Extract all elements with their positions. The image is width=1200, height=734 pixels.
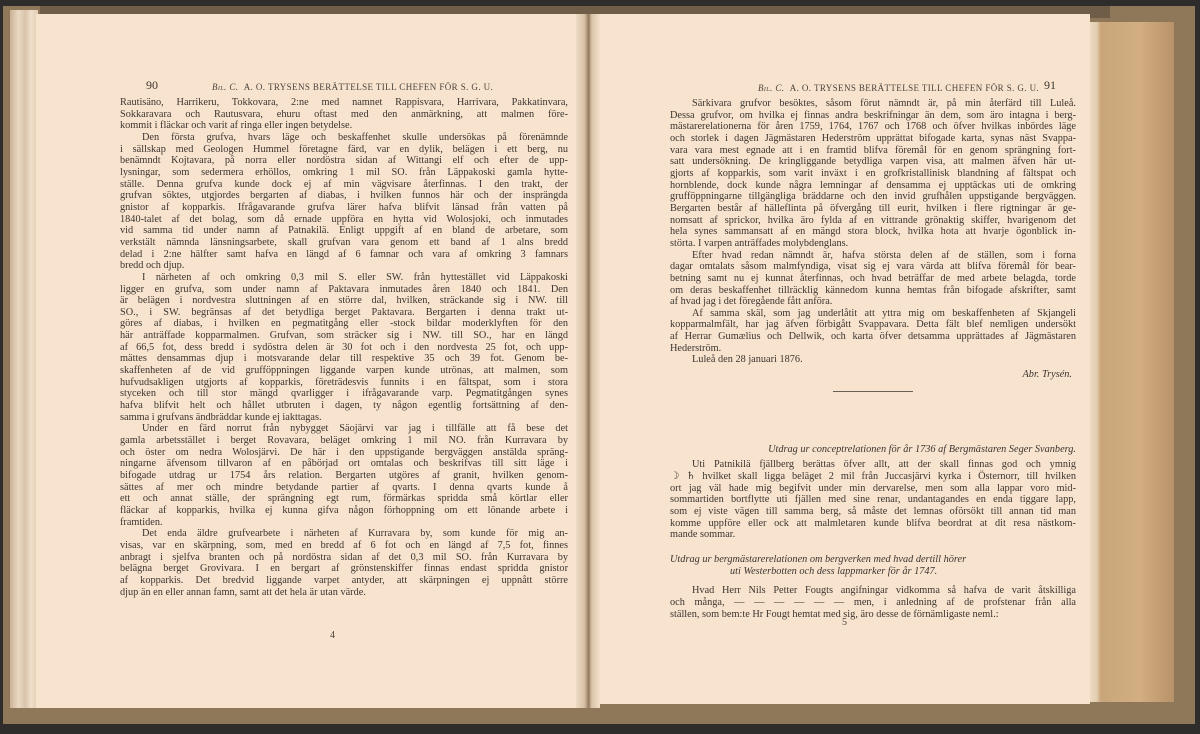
text-line: Den första grufva, hvars läge och beskaffenhet skulle undersökas på förenämnde: [142, 131, 568, 143]
running-head: [758, 83, 1039, 93]
text-line: Uti Patnikilä fjällberg berättas öfver allt, att der skall finnas god och ymnig: [692, 459, 1076, 471]
text-line: fläckar af kopparkis, hvilka ej kunna gifva någon förhoppning om ett lönande arbete i: [120, 504, 568, 516]
text-line: skaffenheten af de vid grufföppningen liggande varpen kunde utrönas, att malmen, som: [120, 365, 568, 377]
signature: Abr. Trysén.: [1022, 369, 1072, 381]
text-line: ställe. Denna grufva kunde dock ej af min vägvisare återfinnas. I den trakt, der: [120, 178, 568, 190]
report-conclusion: [670, 98, 1076, 366]
text-line: I närheten af och omkring 0,3 mil S. eller SW. från hyttestället vid Läppakoski: [142, 271, 568, 283]
text-line: ligger en grufva, som under namn af Paktavara inmutades åren 1840 och 1841. Den: [120, 283, 568, 295]
text-line: betning samt nu ej kunnat återfinnas, och hvad beträffar de med arbete belagda, torde: [670, 272, 1076, 284]
text-line: och många, — — — — — — men, i anledning af de profstenar från alla: [670, 596, 1076, 608]
folio-number: 5: [842, 617, 847, 628]
text-line: är belägen i nordvestra sluttningen af en större dal, hvilken, sträckande sig i NW. till: [120, 295, 568, 307]
page-number: 90: [146, 78, 158, 92]
text-line: grufvan söktes, utgjordes bergarten af diabas, i hvilken funnos här och der insprängda: [120, 190, 568, 202]
text-line: gnistor af kopparkis. Ifrågavarande grufva lärer hafva blifvit länsad från vatten på: [120, 201, 568, 213]
text-line: hornblende, dock kunde några lemningar af densamma ej upptäckas uti de omkring: [670, 179, 1076, 191]
page-edges-right: [1088, 22, 1174, 702]
text-line: djup än en eller annan famn, samt att det hela är utan värde.: [120, 586, 366, 598]
text-line: SO., i SW. begränsas af det betydliga berget Paktavara. Bergarten i denna trakt ut-: [120, 306, 568, 318]
text-line: nomsatt af sprickor, hvilka äro fylda af en vittrande grönaktig skiffer, hvarigenom det: [670, 214, 1076, 226]
text-line: ort jag väl hade mig begifvit under min dervarelse, men som alla lappar voro mid-: [670, 482, 1076, 494]
text-line: Efter hvad redan nämndt är, hafva största delen af de ställen, som i forna: [692, 249, 1076, 261]
excerpt-heading-1747: [670, 554, 1076, 577]
text-line: Det enda äldre grufvearbete i närheten af Kurravara by, som kunde för mig an-: [142, 528, 568, 540]
left-page: [36, 14, 576, 708]
text-line: gjorts af kopparkis, som varit inväxt i en grofkristallinisk blandning af fältspat och: [670, 167, 1076, 179]
running-head: [212, 82, 493, 92]
text-line: ett och annat ställe, der sprängning egt rum, förmärkas spridda små körtlar eller: [120, 493, 568, 505]
text-line: framtiden.: [120, 516, 163, 528]
text-line: af kopparkis. Det bredvid liggande varpet antyder, att skärpningen ej uppnått större: [120, 574, 568, 586]
text-line: hufvudsakligen utgjorts af kopparkis, företrädesvis funnits i en fältspat, som i stora: [120, 376, 568, 388]
text-line: mästarerelationerna för åren 1759, 1764, 1767 och 1768 och öfver hvilkas inbördes läge: [670, 121, 1076, 133]
right-body-text: [670, 98, 1076, 620]
section-separator: [833, 391, 913, 392]
page-number: 91: [1044, 78, 1056, 92]
text-line: styceken och till stor mängd qvarligger i ifrågavarande varp. Pegmatitgången synes: [120, 388, 568, 400]
text-line: bifogade utdrag ur 1754 års relation. Bergarten utgöres af granit, hvilken genom-: [120, 470, 568, 481]
text-line: af 66,5 fot, dess bredd i sydöstra delen är 30 fot och i den nordvesta 25 fot, och upp-: [120, 341, 568, 353]
text-line: Luleå den 28 januari 1876.: [692, 354, 803, 366]
text-line: vara vara mest egnade att i en framtid blifva föremål för en genom sprängning fort-: [670, 144, 1076, 156]
text-line: visas, var en skärpning, som, med en bredd af 6 fot och en längd af 7,5 fot, finnes: [120, 539, 568, 551]
text-line: Af samma skäl, som jag underlåtit att yttra mig om beskaffenheten af Skjangeli: [692, 307, 1076, 319]
text-line: Särkivara grufvor besöktes, såsom förut nämndt är, på min återfärd till Luleå.: [692, 98, 1076, 109]
text-line: 1840-talet af det bolag, som då ernade uppföra en hytta vid Wolosjoki, och inmutades: [120, 213, 568, 225]
page-edges-left: [10, 10, 38, 708]
running-head-prefix: Bil. C.: [212, 82, 239, 92]
text-line: och öster om nedra Wolosjärvi. De här i den uppstigande bergväggen anstälda spräng-: [120, 446, 568, 458]
text-line: gamla arbetsstället i berget Rovavara, beläget omkring 1 mil NO. från Kurravara by: [120, 435, 568, 447]
text-line: Hvad Herr Nils Petter Fougts angifningar vidkomma så hafva de varit åtskilliga: [692, 585, 1076, 597]
text-line: belägna berget Grovivara. I en bergart af grönstenskiffer finnas endast spridda gnistor: [120, 563, 568, 575]
text-line: sommartiden bortflytte uti fjällen med sine renar, undantagandes en enda tiggare lapp,: [670, 494, 1076, 506]
text-line: satt undersökning. De kringliggande betydliga varpen visa, att malmen äfven här ut-: [670, 156, 1076, 168]
text-line: störta. I varpen anträffades molybdenglans.: [670, 237, 849, 249]
text-line: kommit i fläckar och varit af ringa eller ingen betydelse.: [120, 120, 353, 132]
text-line: ☽ ♄ hvilket skall ligga beläget 2 mil från Juccasjärvi kyrka i Östernorr, till hvilken: [670, 471, 1076, 483]
excerpt-1747-text: [670, 585, 1076, 620]
text-line: anbragt i sjelfva branten och på nordöstra sidan af det 0,3 mil SO. från Kurravara by: [120, 551, 568, 563]
text-line: delad i 2:ne hälfter samt hafva en längd af 6 famnar och vara af omkring 3 famnars: [120, 248, 568, 260]
book-gutter: [576, 14, 600, 708]
text-line: dagar omtalats såsom malmfyndiga, visat sig ej vara värda att blifva föremål för bear-: [670, 261, 1076, 273]
text-line: kopparmalmfält, har jag äfven förbigått Svappavara. Detta fält blef nemligen undersökt: [670, 319, 1076, 331]
text-line: mande sommar.: [670, 529, 736, 541]
text-line: lysningar, som sedermera erhöllos, omkring 1 mil SO. från Läppakoski gamla hytte-: [120, 166, 568, 178]
running-head-title: A. O. TRYSENS BERÄTTELSE TILL CHEFEN FÖR S. G. U.: [243, 82, 494, 92]
folio-number: 4: [330, 630, 335, 641]
text-line: af Herrar Gumælius och Dellwik, och karta öfver detsamma upprättades af Jägmästaren: [670, 331, 1076, 343]
running-head-prefix: Bil. C.: [758, 83, 785, 93]
text-line: grufföppningarne tillgängliga bräddarne och den invid grufhålen uppstigande bergväggen.: [670, 191, 1076, 203]
text-line: sättes af mer och mindre betydande partier af qvarts. I denna qvarts kunde å: [120, 481, 568, 493]
text-line: Bergarten består af hälleflinta på öfvergång till eurit, hvilken i flere rigtningar är ge-: [670, 202, 1076, 214]
excerpt-1736-text: [670, 459, 1076, 541]
excerpt-heading-1747-line1: Utdrag ur bergmästarerelationen om bergverken med hvad dertill hörer: [670, 554, 967, 565]
text-line: Hederström.: [670, 342, 722, 354]
text-line: som ej viste vägen till samma berg, så måste det lemnas oförsökt till annan tid man: [670, 506, 1076, 518]
text-line: ningarne äfvensom tillvaron af en påbörjad ort omtalas och beskrifvas till sitt läge i: [120, 458, 568, 470]
text-line: och storlek i dagen Jägmästaren Hederström upprättat bifogade karta, synas näst Svappa-: [670, 132, 1076, 144]
text-line: i sällskap med Geologen Hummel företagne färd, var en dylik, belägen i ett berg, nu: [120, 143, 568, 155]
text-line: af hvad jag i det föregående fått anföra.: [670, 296, 833, 308]
text-line: bredd och djup.: [120, 260, 185, 272]
running-head-title: A. O. TRYSENS BERÄTTELSE TILL CHEFEN FÖR S. G. U.: [789, 83, 1040, 93]
text-line: Under en färd norrut från nybygget Säojärvi var jag i tillfälle att få bese det: [142, 423, 568, 435]
text-line: samma i grufvans ändbräddar kunde ej iakttagas.: [120, 411, 322, 423]
text-line: göres af diabas, i hvilken en pegmatitgång eller -stock bildar moderklyften för den: [120, 318, 568, 330]
text-line: benämndt Kojtavara, på norra eller nordöstra sidan af Wittangi elf och efter de upp-: [120, 155, 568, 167]
text-line: komme uppföre eller ock att malmletaren kunde blifva beordrat at dit resa nästkom-: [670, 517, 1076, 529]
text-line: om deras beskaffenhet tillräcklig kännedom kunna hemtas från bifogade afskrifter, samt: [670, 284, 1076, 296]
text-line: Rautisäno, Harrikeru, Tokkovara, 2:ne med namnet Rappisvara, Harrivara, Pakkatinvara,: [120, 97, 568, 108]
left-body-text: [120, 97, 568, 598]
text-line: verkstält nämnda länsningsarbete, skall grufvan vara genom ett band af 1 alns bredd: [120, 236, 568, 248]
text-line: hela synes sammansatt af en mängd stora block, hvilka hota att hvarje ögonblick in-: [670, 226, 1076, 238]
excerpt-heading-1736: Utdrag ur conceptrelationen för år 1736 af Bergmästaren Seger Svanberg.: [768, 443, 1076, 455]
text-line: Sokkaravara och Rautusvara, ehuru oftast med den anmärkning, att malmen före-: [120, 108, 568, 120]
excerpt-heading-1747-line2: uti Westerbotten och dess lappmarker för år 1747.: [730, 565, 938, 577]
text-line: vid samma tid under namn af Patnakilä. Enligt uppgift af en bland de arbetare, som: [120, 225, 568, 237]
text-line: hafva blifvit helt och hållet utbruten i dagen, ty någon egentlig fortsättning af den-: [120, 400, 568, 412]
text-line: Dessa grufvor, om hvilka ej finnas andra beskrifningar än dem, som äro intagna i berg-: [670, 109, 1076, 121]
right-page: [600, 14, 1090, 704]
text-line: ställen, som bem:te Hr Fougt hemtat med sig, äro desse de förnämligaste neml.:: [670, 608, 999, 620]
text-line: mättes densammas djup i motsvarande delar till respektive 35 och 39 fot. Genom be-: [120, 353, 568, 365]
text-line: här anträffade kopparmalmen. Grufvan, som sträcker sig i NW. till SO., har en längd: [120, 330, 568, 342]
